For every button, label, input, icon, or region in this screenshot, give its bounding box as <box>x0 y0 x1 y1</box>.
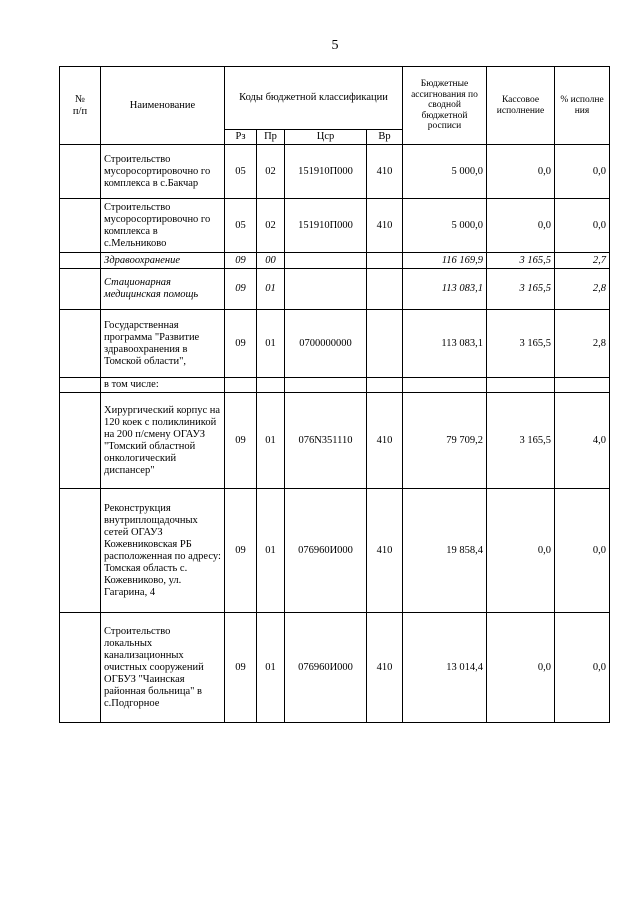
table-row <box>60 145 610 199</box>
header-codes: Коды бюджетной классификации <box>225 67 403 130</box>
row-cash: 3 165,5 <box>487 310 555 378</box>
row-csr <box>285 269 367 310</box>
header-pr: Пр <box>257 130 285 145</box>
row-budget: 5 000,0 <box>403 199 487 253</box>
row-name: Строительство мусоросортировочно го комплекса в с.Мельниково <box>101 199 225 253</box>
row-rz <box>225 378 257 393</box>
row-csr: 0700000000 <box>285 310 367 378</box>
row-percent: 0,0 <box>555 489 610 613</box>
row-name: Здравоохранение <box>101 253 225 269</box>
row-rz: 09 <box>225 253 257 269</box>
row-pr: 01 <box>257 613 285 723</box>
row-name: Хирургический корпус на 120 коек с поликлиникой на 200 п/смену ОГАУЗ "Томский областной онкологический диспансер" <box>101 393 225 489</box>
row-rz: 09 <box>225 613 257 723</box>
row-pr: 01 <box>257 310 285 378</box>
header-name: Наименование <box>101 67 225 145</box>
row-pr: 00 <box>257 253 285 269</box>
row-vr: 410 <box>367 145 403 199</box>
row-pr: 02 <box>257 145 285 199</box>
table-row <box>60 199 610 253</box>
row-cash: 3 165,5 <box>487 393 555 489</box>
header-row <box>60 67 610 130</box>
row-rz: 05 <box>225 199 257 253</box>
row-vr: 410 <box>367 199 403 253</box>
table-row <box>60 310 610 378</box>
row-percent: 0,0 <box>555 199 610 253</box>
row-rz: 09 <box>225 269 257 310</box>
row-vr: 410 <box>367 489 403 613</box>
row-csr <box>285 378 367 393</box>
row-vr <box>367 378 403 393</box>
row-csr: 151910П000 <box>285 145 367 199</box>
row-name: Стационарная медицинская помощь <box>101 269 225 310</box>
row-rz: 09 <box>225 393 257 489</box>
table-row <box>60 269 610 310</box>
header-rz: Рз <box>225 130 257 145</box>
row-budget: 19 858,4 <box>403 489 487 613</box>
header-csr: Цср <box>285 130 367 145</box>
row-csr: 076960И000 <box>285 613 367 723</box>
row-budget: 13 014,4 <box>403 613 487 723</box>
table-row <box>60 613 610 723</box>
row-budget <box>403 378 487 393</box>
row-csr: 076960И000 <box>285 489 367 613</box>
row-vr <box>367 269 403 310</box>
header-num: № п/п <box>60 67 101 145</box>
row-cash: 0,0 <box>487 613 555 723</box>
row-rz: 09 <box>225 310 257 378</box>
table-row <box>60 489 610 613</box>
row-rz: 05 <box>225 145 257 199</box>
row-rz: 09 <box>225 489 257 613</box>
row-budget: 5 000,0 <box>403 145 487 199</box>
row-name: Реконструкция внутриплощадочных сетей ОГАУЗ Кожевниковская РБ расположенная по адресу: Томская область с. Кожевниково, ул. Гагарина, 4 <box>101 489 225 613</box>
header-budget: Бюджетные ассигнования по сводной бюджетной росписи <box>403 67 487 145</box>
row-cash: 3 165,5 <box>487 269 555 310</box>
row-percent: 0,0 <box>555 613 610 723</box>
row-cash: 3 165,5 <box>487 253 555 269</box>
row-pr: 02 <box>257 199 285 253</box>
row-csr: 076N351110 <box>285 393 367 489</box>
row-cash: 0,0 <box>487 199 555 253</box>
row-budget: 116 169,9 <box>403 253 487 269</box>
row-percent: 2,8 <box>555 269 610 310</box>
row-budget: 113 083,1 <box>403 269 487 310</box>
row-percent <box>555 378 610 393</box>
row-cash: 0,0 <box>487 489 555 613</box>
row-budget: 113 083,1 <box>403 310 487 378</box>
row-pr: 01 <box>257 269 285 310</box>
row-name: Государственная программа "Развитие здравоохранения в Томской области", <box>101 310 225 378</box>
row-pr: 01 <box>257 489 285 613</box>
budget-table <box>59 66 610 723</box>
row-vr: 410 <box>367 393 403 489</box>
table-row <box>60 393 610 489</box>
row-vr <box>367 253 403 269</box>
row-percent: 2,8 <box>555 310 610 378</box>
row-percent: 2,7 <box>555 253 610 269</box>
row-percent: 4,0 <box>555 393 610 489</box>
table-row <box>60 253 610 269</box>
row-cash: 0,0 <box>487 145 555 199</box>
row-cash <box>487 378 555 393</box>
header-cash: Кассовое исполнение <box>487 67 555 145</box>
row-name: Строительство локальных канализационных очистных сооружений ОГБУЗ "Чаинская районная больница" в с.Подгорное <box>101 613 225 723</box>
row-vr: 410 <box>367 613 403 723</box>
header-vr: Вр <box>367 130 403 145</box>
row-pr: 01 <box>257 393 285 489</box>
row-vr <box>367 310 403 378</box>
row-name: в том числе: <box>101 378 225 393</box>
row-csr <box>285 253 367 269</box>
row-csr: 151910П000 <box>285 199 367 253</box>
table-row <box>60 378 610 393</box>
row-pr <box>257 378 285 393</box>
row-name: Строительство мусоросортировочно го комплекса в с.Бакчар <box>101 145 225 199</box>
page-number: 5 <box>331 38 339 53</box>
header-percent: % исполне ния <box>555 67 610 145</box>
row-budget: 79 709,2 <box>403 393 487 489</box>
row-percent: 0,0 <box>555 145 610 199</box>
